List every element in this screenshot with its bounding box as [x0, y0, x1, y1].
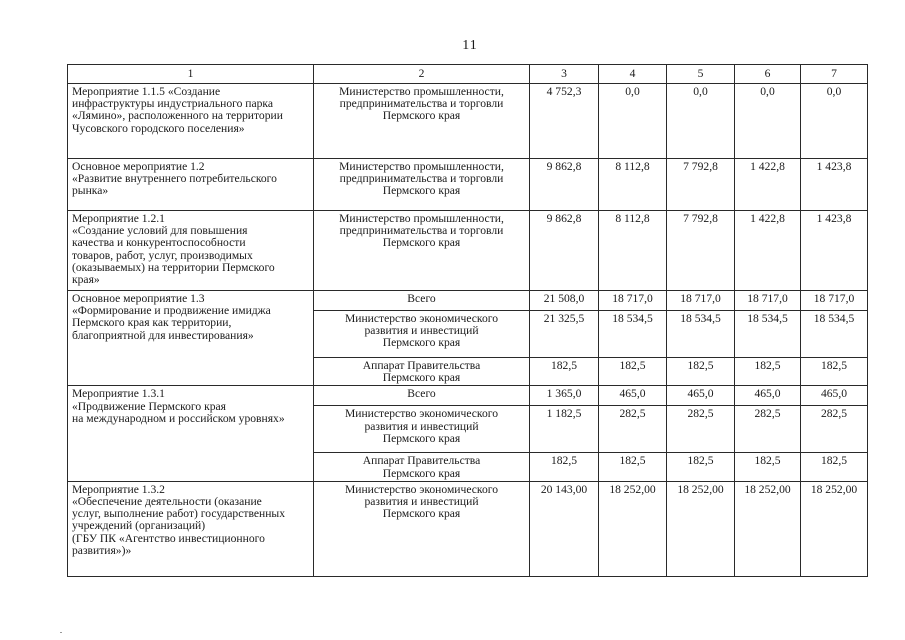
amount-cell: 282,5	[667, 406, 735, 453]
amount-cell: 182,5	[599, 453, 667, 481]
amount-cell: 18 717,0	[599, 291, 667, 311]
executor-cell	[314, 386, 530, 406]
amount-cell: 282,5	[801, 406, 868, 453]
header-cell: 3	[530, 65, 599, 84]
executor-cell	[314, 453, 530, 481]
activity-name-line: качества и конкурентоспособности	[72, 236, 246, 250]
amount-cell: 1 365,0	[530, 386, 599, 406]
activity-name-line: края»	[72, 273, 100, 287]
executor-line: предпринимательства и торговли	[339, 224, 504, 238]
table-row	[68, 211, 868, 291]
executor-line: Министерство экономического	[344, 407, 499, 421]
amount-cell: 1 423,8	[801, 159, 868, 211]
executor-line: Всего	[407, 292, 436, 305]
amount-cell: 18 252,00	[599, 481, 667, 576]
executor-cell	[314, 311, 530, 358]
activity-name-line: Основное мероприятие 1.2	[72, 160, 205, 173]
header-cell: 2	[314, 65, 530, 84]
table-row	[68, 159, 868, 211]
amount-cell: 182,5	[801, 453, 868, 481]
table-row	[68, 386, 868, 406]
executor-cell	[314, 211, 530, 291]
amount-cell: 4 752,3	[530, 84, 599, 159]
amount-cell: 182,5	[735, 453, 801, 481]
activity-name-line: Основное мероприятие 1.3	[72, 292, 205, 305]
amount-cell: 282,5	[599, 406, 667, 453]
amount-cell: 18 534,5	[735, 311, 801, 358]
amount-cell: 18 252,00	[667, 481, 735, 576]
budget-table	[67, 64, 868, 577]
activity-name-line: инфраструктуры индустриального парка	[72, 97, 274, 111]
amount-cell: 1 423,8	[801, 211, 868, 291]
amount-cell: 21 508,0	[530, 291, 599, 311]
executor-line: Аппарат Правительства	[362, 359, 481, 372]
executor-line: развития и инвестиций	[364, 324, 479, 338]
amount-cell: 182,5	[599, 358, 667, 386]
amount-cell: 1 422,8	[735, 159, 801, 211]
activity-name-cell	[68, 211, 314, 291]
executor-cell	[314, 481, 530, 576]
activity-name-line: учреждений (организаций)	[72, 519, 206, 533]
executor-line: предпринимательства и торговли	[339, 172, 504, 186]
executor-line: развития и инвестиций	[364, 419, 479, 433]
amount-cell: 18 252,00	[801, 481, 868, 576]
activity-name-line: на международном и российском уровнях»	[72, 411, 285, 425]
executor-line: Пермского края	[382, 431, 461, 445]
activity-name-line: товаров, работ, услуг, производимых	[72, 248, 253, 262]
amount-cell: 282,5	[735, 406, 801, 453]
amount-cell: 182,5	[801, 358, 868, 386]
activity-name-line: Мероприятие 1.1.5 «Создание	[72, 85, 221, 98]
activity-name-line: Мероприятие 1.3.1	[72, 387, 165, 401]
header-cell: 7	[801, 65, 868, 84]
activity-name-line: Мероприятие 1.2.1	[72, 212, 165, 225]
activity-name-line: (оказываемых) на территории Пермского	[72, 260, 275, 274]
executor-line: Министерство промышленности,	[339, 85, 504, 98]
activity-name-line: «Лямино», расположенного на территории	[72, 109, 283, 123]
header-cell: 1	[68, 65, 314, 84]
executor-line: предпринимательства и торговли	[339, 97, 504, 111]
executor-line: Министерство экономического	[344, 482, 499, 496]
amount-cell: 8 112,8	[599, 159, 667, 211]
header-cell: 5	[667, 65, 735, 84]
amount-cell: 18 534,5	[599, 311, 667, 358]
activity-name-line: благоприятной для инвестирования»	[72, 328, 254, 342]
amount-cell: 21 325,5	[530, 311, 599, 358]
header-cell: 6	[735, 65, 801, 84]
executor-line: Аппарат Правительства	[362, 454, 481, 468]
activity-name-line: «Формирование и продвижение имиджа	[72, 304, 271, 318]
amount-cell: 18 534,5	[801, 311, 868, 358]
executor-cell	[314, 159, 530, 211]
amount-cell: 7 792,8	[667, 159, 735, 211]
activity-name-line: (ГБУ ПК «Агентство инвестиционного	[72, 531, 265, 545]
executor-line: Министерство промышленности,	[339, 212, 504, 225]
amount-cell: 182,5	[667, 453, 735, 481]
activity-name-line: рынка»	[72, 184, 109, 198]
amount-cell: 1 422,8	[735, 211, 801, 291]
amount-cell: 182,5	[735, 358, 801, 386]
amount-cell: 18 534,5	[667, 311, 735, 358]
amount-cell: 182,5	[530, 453, 599, 481]
activity-name-cell	[68, 159, 314, 211]
executor-line: Пермского края	[382, 336, 461, 350]
amount-cell: 9 862,8	[530, 211, 599, 291]
executor-line: Пермского края	[382, 507, 461, 521]
amount-cell: 182,5	[667, 358, 735, 386]
amount-cell: 1 182,5	[530, 406, 599, 453]
activity-name-line: «Обеспечение деятельности (оказание	[72, 495, 262, 509]
amount-cell: 18 717,0	[667, 291, 735, 311]
executor-line: Министерство экономического	[344, 312, 499, 325]
amount-cell: 0,0	[599, 84, 667, 159]
amount-cell: 465,0	[801, 386, 868, 406]
scan-speck	[60, 632, 62, 633]
executor-cell	[314, 358, 530, 386]
amount-cell: 182,5	[530, 358, 599, 386]
amount-cell: 18 252,00	[735, 481, 801, 576]
executor-line: Министерство промышленности,	[339, 160, 504, 173]
table-row	[68, 84, 868, 159]
executor-cell	[314, 406, 530, 453]
executor-line: Пермского края	[382, 184, 461, 198]
activity-name-cell	[68, 386, 314, 481]
amount-cell: 0,0	[735, 84, 801, 159]
amount-cell: 465,0	[599, 386, 667, 406]
activity-name-cell	[68, 84, 314, 159]
amount-cell: 20 143,00	[530, 481, 599, 576]
amount-cell: 465,0	[667, 386, 735, 406]
amount-cell: 9 862,8	[530, 159, 599, 211]
header-cell: 4	[599, 65, 667, 84]
executor-line: Пермского края	[382, 236, 461, 250]
executor-line: Пермского края	[382, 109, 461, 123]
executor-line: Всего	[407, 387, 436, 401]
table-row	[68, 291, 868, 311]
activity-name-line: услуг, выполнение работ) государственных	[72, 507, 285, 521]
activity-name-line: «Продвижение Пермского края	[72, 399, 226, 413]
executor-line: Пермского края	[382, 371, 461, 385]
activity-name-line: развития»)»	[72, 543, 132, 557]
executor-line: Пермского края	[382, 466, 461, 480]
activity-name-line: Чусовского городского поселения»	[72, 121, 245, 135]
activity-name-line: Мероприятие 1.3.2	[72, 482, 165, 496]
amount-cell: 7 792,8	[667, 211, 735, 291]
activity-name-line: «Создание условий для повышения	[72, 224, 248, 238]
table-row	[68, 481, 868, 576]
executor-cell	[314, 291, 530, 311]
amount-cell: 465,0	[735, 386, 801, 406]
activity-name-cell	[68, 291, 314, 386]
table-header-row	[68, 65, 868, 84]
page-number: 11	[462, 38, 478, 53]
activity-name-line: Пермского края как территории,	[72, 316, 232, 330]
amount-cell: 0,0	[801, 84, 868, 159]
executor-cell	[314, 84, 530, 159]
amount-cell: 0,0	[667, 84, 735, 159]
activity-name-line: «Развитие внутреннего потребительского	[72, 172, 277, 186]
activity-name-cell	[68, 481, 314, 576]
amount-cell: 18 717,0	[801, 291, 868, 311]
amount-cell: 8 112,8	[599, 211, 667, 291]
amount-cell: 18 717,0	[735, 291, 801, 311]
executor-line: развития и инвестиций	[364, 495, 479, 509]
